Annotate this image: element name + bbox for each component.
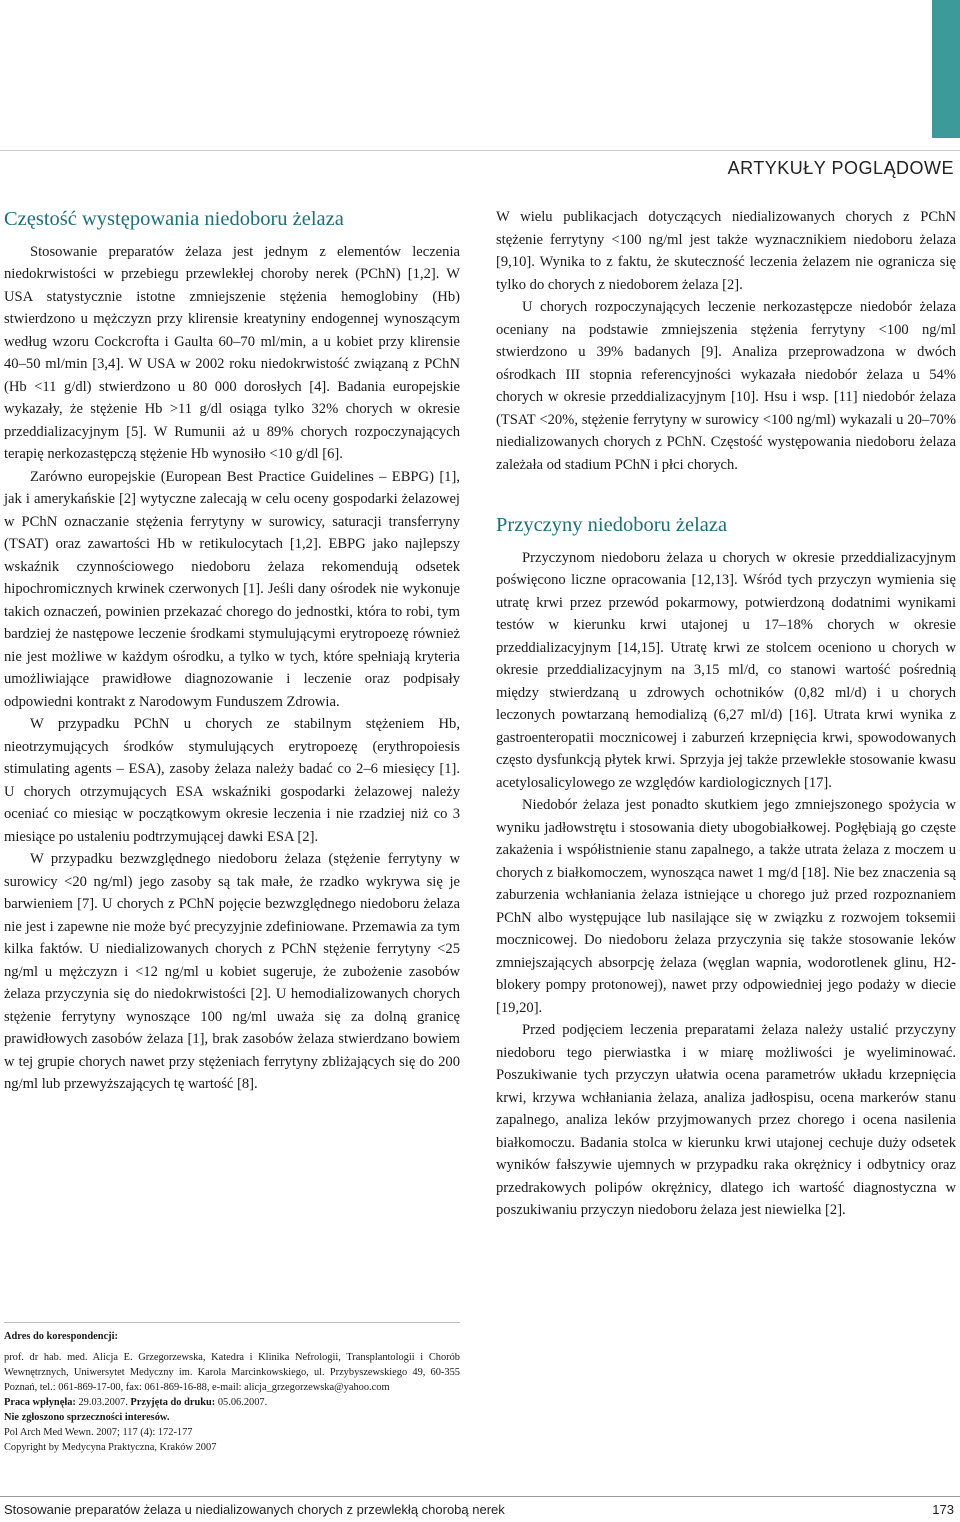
accent-bar [932, 0, 960, 138]
correspondence-address: prof. dr hab. med. Alicja E. Grzegorzewska, Katedra i Klinika Nefrologii, Transplantologii i Chorób Wewnętrznych, Uniwersytet Medyczny im. Karola Marcinkowskiego, ul. Przybyszewskiego 49, 60-355 Poznań, tel.: 061-869-17-00, fax: 061-869-16-88, e-mail: alicja_grzegorzewska@yahoo.com [4, 1352, 460, 1393]
left-column [4, 206, 460, 1096]
page-number: 173 [932, 1502, 954, 1517]
paragraph: Niedobór żelaza jest ponadto skutkiem jego zmniejszonego spożycia w wyniku jadłowstrętu i stosowania diety ubogobiałkowej. Pogłębiają go częste zakażenia i współistnienie stanu zapalnego, a także utrata żelaza z moczem u chorych z białkomoczem, wynosząca nawet 1 mg/d [18]. Nie bez znaczenia są zaburzenia wchłaniania żelaza istniejące u chorego już przed rozpoznaniem PChN albo występujące lub nasilające się w związku z rozwojem toksemii mocznicowej. Do niedoboru żelaza przyczynia się także stosowanie leków zmniejszających absorpcję żelaza (węglan wapnia, wodorotlenek glinu, H2-blokery pompy protonowej), nawet przy odpowiedniej jego podaży w diecie [19,20]. [496, 797, 956, 1016]
section-heading-causes: Przyczyny niedoboru żelaza [496, 514, 728, 536]
received-label: Praca wpłynęła: [4, 1397, 76, 1408]
running-title: Stosowanie preparatów żelaza u niedializowanych chorych z przewlekłą chorobą nerek [4, 1502, 505, 1517]
paragraph: W wielu publikacjach dotyczących niedializowanych chorych z PChN stężenie ferrytyny <100 ng/ml jest także wyznacznikiem niedoboru żelaza [9,10]. Wynika to z faktu, że skuteczność leczenia żelazem nie ogranicza się tylko do chorych z niedoborem żelaza [2]. [496, 209, 956, 293]
paragraph: W przypadku PChN u chorych ze stabilnym stężeniem Hb, nieotrzymujących środków stymulujących erytropoezę (erythropoiesis stimulating agents – ESA), zasoby żelaza należy badać co 2–6 miesięcy [1]. U chorych otrzymujących ESA wskaźniki gospodarki żelazowej należy oceniać co miesiąc w początkowym okresie leczenia i nie rzadziej niż co 3 miesiące po ustaleniu podtrzymującej dawki ESA [2]. [4, 716, 460, 845]
conflict-statement: Nie zgłoszono sprzeczności interesów. [4, 1412, 170, 1423]
correspondence-label: Adres do korespondencji: [4, 1331, 118, 1342]
paragraph: W przypadku bezwzględnego niedoboru żelaza (stężenie ferrytyny w surowicy <20 ng/ml) jego zasoby są tak małe, że rzadko wykrywa się je barwieniem [7]. U chorych z PChN pojęcie bezwzględnego niedoboru żelaza nie jest i zapewne nie może być precyzyjnie zdefiniowane. Przemawia za tym kilka faktów. U niedializowanych chorych z PChN stężenie ferrytyny <25 ng/ml u mężczyzn i <12 ng/ml u kobiet sugeruje, że zubożenie zasobów żelaza przyczynia się do niedokrwistości [2]. U hemodializowanych chorych stężenie ferrytyny wynoszące 100 ng/ml uważa się za dolną granicę prawidłowych zasobów żelaza [1], brak zasobów żelaza stwierdzano bowiem w tej grupie chorych nawet przy stężeniach ferrytyny zbliżających się do 200 ng/ml lub przewyższających tę wartość [8]. [4, 851, 460, 1093]
header-rule [0, 150, 960, 151]
citation: Pol Arch Med Wewn. 2007; 117 (4): 172-177 [4, 1427, 193, 1438]
paragraph: Stosowanie preparatów żelaza jest jednym z elementów leczenia niedokrwistości w przebiegu przewlekłej choroby nerek (PChN) [1,2]. W USA statystycznie istotne zmniejszenie stężenia hemoglobiny (Hb) stwierdzono u mężczyzn przy klirensie kreatyniny endogennej wynoszącym według wzoru Cockcrofta i Gaulta 60–70 ml/min, a u kobiet przy klirensie 40–50 ml/min [3,4]. W USA w 2002 roku niedokrwistość związaną z PChN (Hb <11 g/dl) stwierdzono u 80 000 dorosłych [4]. Badania europejskie wykazały, że stężenie Hb >11 g/dl osiąga tylko 32% chorych w okresie przeddializacyjnym [5]. W Rumunii aż u 89% chorych rozpoczynających terapię nerkozastępczą stężenie Hb wynosiło <10 g/dl [6]. [4, 243, 460, 463]
dates-line [4, 1395, 460, 1410]
right-column [496, 206, 956, 1222]
paragraph: Przed podjęciem leczenia preparatami żelaza należy ustalić przyczyny niedoboru tego pierwiastka i w miarę możliwości je wyeliminować. Poszukiwanie tych przyczyn ułatwia ocena parametrów układu krzepnięcia krwi, krzywa wchłaniania żelaza, analiza jadłospisu, ocena markerów stanu zapalnego, analiza leków przyjmowanych przez chorego i ocena nasilenia białkomoczu. Badania stolca w kierunku krwi utajonej cechuje duży odsetek wyników fałszywie ujemnych w przypadku raka okrężnicy i odbytnicy oraz przedrakowych polipów okrężnicy, dlatego ich wartość diagnostyczna w poszukiwaniu przyczyn niedoboru żelaza jest niewielka [2]. [496, 1022, 956, 1219]
correspondence-block [4, 1322, 460, 1455]
paragraph: Przyczynom niedoboru żelaza u chorych w okresie przeddializacyjnym poświęcono liczne opracowania [12,13]. Wśród tych przyczyn wymienia się utratę krwi przez przewód pokarmowy, potwierdzoną dodatnimi wynikami testów w kierunku krwi utajonej u 17–18% chorych w okresie przeddializacyjnym [14,15]. Utratę krwi ze stolcem oceniono u chorych w okresie przeddializacyjnym na 3,15 ml/d, co stanowi wartość pośrednią między stwierdzaną u zdrowych ochotników (0,82 ml/d) i u chorych leczonych powtarzaną hemodializą (6,27 ml/d) [16]. Utrata krwi wynika z gastroenteropatii mocznicowej i zaburzeń krzepnięcia krwi, spowodowanych często dysfunkcją płytek krwi. Sprzyja jej także przewlekłe stosowanie kwasu acetylosalicylowego ze względów kardiologicznych [17]. [496, 549, 956, 791]
copyright: Copyright by Medycyna Praktyczna, Kraków 2007 [4, 1442, 217, 1453]
paragraph: U chorych rozpoczynających leczenie nerkozastępcze niedobór żelaza oceniany na podstawie zmniejszenia stężenia ferrytyny <100 ng/ml stwierdzono u 39% badanych [9]. Analiza przeprowadzona w dwóch ośrodkach III stopnia referencyjności wykazała niedobór żelaza u 54% chorych w okresie przeddializacyjnym [10]. Hsu i wsp. [11] niedobór żelaza (TSAT <20%, stężenie ferrytyny w surowicy <100 ng/ml) wykazali u 20–70% niedializowanych chorych z PChN. Częstość występowania niedoboru żelaza zależała od stadium PChN i płci chorych. [496, 299, 956, 473]
received-date: 29.03.2007. [75, 1397, 128, 1408]
section-label: ARTYKUŁY POGLĄDOWE [727, 158, 954, 178]
accepted-date: 05.06.2007. [215, 1397, 268, 1408]
accepted-label: Przyjęta do druku: [127, 1397, 216, 1408]
footer-rule [0, 1496, 960, 1497]
paragraph: Zarówno europejskie (European Best Practice Guidelines – EBPG) [1], jak i amerykańskie [2] wytyczne zalecają w celu oceny gospodarki żelazowej w PChN oznaczanie stężenia ferrytyny w surowicy, saturacji transferryny (TSAT) oraz zawartości Hb w retikulocytach [1,2]. EBPG jako najlepszy wskaźnik czynnościowego niedoboru żelaza rekomendują odsetek hipochromicznych krwinek czerwonych [1]. Jeśli dany ośrodek nie wykonuje takich oznaczeń, powinien przekazać chorego do jednostki, która to robi, tym bardziej że następowe leczenie środkami stymulującymi erytropoezę również nie jest możliwe w każdym ośrodku, a tylko w tych, które spełniają kryteria umożliwiające prawidłowe diagnozowanie i leczenie oraz podpisały odpowiedni kontrakt z Narodowym Funduszem Zdrowia. [4, 468, 460, 710]
section-heading-frequency: Częstość występowania niedoboru żelaza [4, 208, 344, 230]
